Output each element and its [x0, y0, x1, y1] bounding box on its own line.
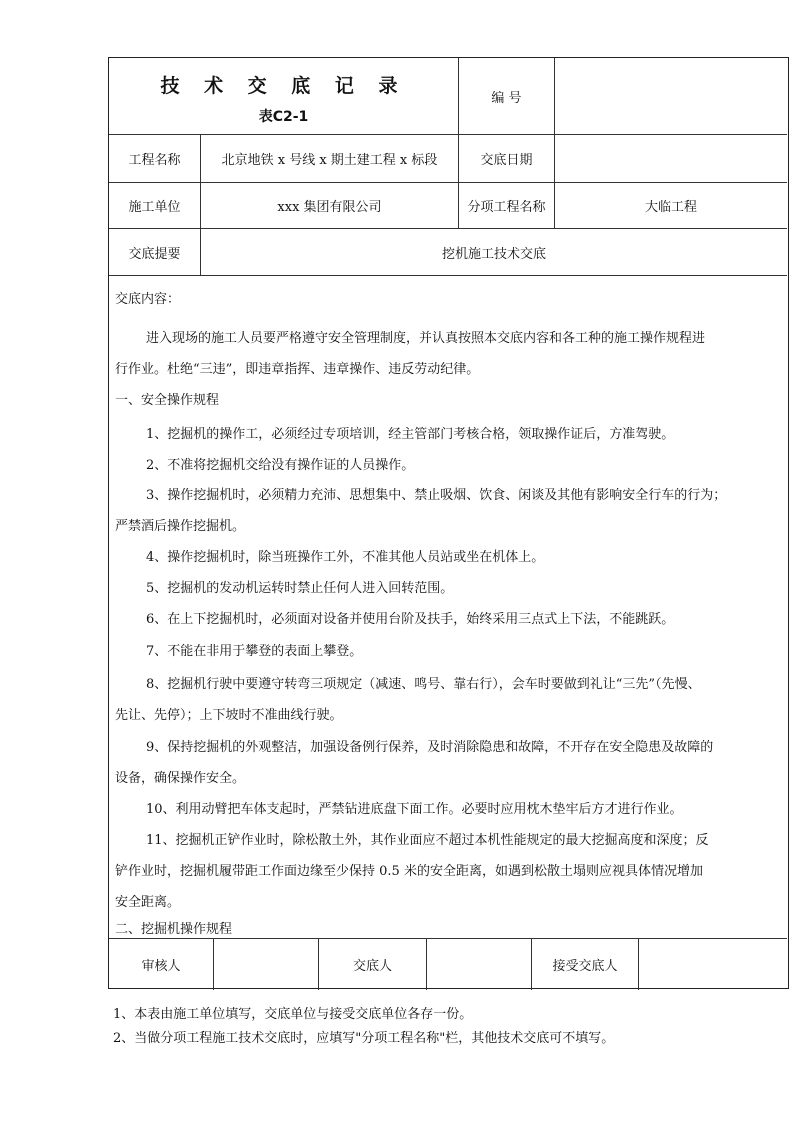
content-line: 7、不能在非用于攀登的表面上攀登。	[146, 644, 363, 659]
row-divider	[109, 275, 787, 276]
content-line: 10、利用动臂把车体支起时，严禁钻进底盘下面工作。必要时应用枕木垫牢后方才进行作业。	[146, 802, 683, 817]
footnote: 2、当做分项工程施工技术交底时，应填写"分项工程名称"栏，其他技术交底可不填写。	[113, 1031, 615, 1046]
content-line: 2、不准将挖掘机交给没有操作证的人员操作。	[146, 458, 415, 473]
summary-value[interactable]: 挖机施工技术交底	[441, 246, 546, 262]
content-line: 3、操作挖掘机时，必须精力充沛、思想集中、禁止吸烟、饮食、闲谈及其他有影响安全行车的行为；	[146, 488, 727, 503]
section-heading: 一、安全操作规程	[115, 393, 220, 408]
content-heading: 交底内容：	[115, 292, 181, 307]
reviewer-field[interactable]	[214, 939, 318, 990]
project-name-value[interactable]: 北京地铁 x 号线 x 期土建工程 x 标段	[221, 153, 438, 168]
contractor-label: 施工单位	[128, 200, 181, 215]
content-line: 8、挖掘机行驶中要遵守转弯三项规定（减速、鸣号、靠右行），会车时要做到礼让“三先”（先慢、	[146, 677, 701, 692]
discloser-field[interactable]	[427, 939, 531, 990]
content-line: 1、挖掘机的操作工，必须经过专项培训，经主管部门考核合格，领取操作证后，方准驾驶。	[146, 427, 675, 442]
discloser-label: 交底人	[352, 959, 392, 974]
content-line: 9、保持挖掘机的外观整洁，加强设备例行保养，及时消除隐患和故障，不开存在安全隐患及故障的	[146, 740, 714, 755]
summary-label: 交底提要	[128, 246, 181, 262]
content-line: 设备，确保操作安全。	[115, 771, 246, 786]
content-line: 严禁酒后操作挖掘机。	[115, 519, 246, 534]
number-field[interactable]	[555, 58, 787, 134]
contractor-value[interactable]: xxx 集团有限公司	[277, 200, 382, 215]
content-line: 安全距离。	[115, 895, 181, 910]
content-line: 6、在上下挖掘机时，必须面对设备并使用台阶及扶手，始终采用三点式上下法，不能跳跃。	[146, 612, 675, 627]
date-label: 交底日期	[480, 153, 533, 168]
technical-disclosure-form	[108, 57, 789, 989]
content-line: 5、挖掘机的发动机运转时禁止任何人进入回转范围。	[146, 581, 454, 596]
receiver-field[interactable]	[639, 939, 787, 990]
footnote: 1、本表由施工单位填写，交底单位与接受交底单位各存一份。	[113, 1007, 473, 1022]
project-name-label: 工程名称	[128, 153, 181, 168]
form-code: 表C2-1	[258, 109, 309, 125]
receiver-label: 接受交底人	[552, 959, 618, 974]
form-title: 技 术 交 底 记 录	[160, 74, 407, 97]
subitem-label: 分项工程名称	[467, 200, 546, 215]
reviewer-label: 审核人	[141, 959, 181, 974]
content-line: 先让、先停）；上下坡时不准曲线行驶。	[115, 708, 343, 723]
content-line: 11、挖掘机正铲作业时，除松散土外，其作业面应不超过本机性能规定的最大挖掘高度和深度；反	[146, 833, 709, 848]
subitem-value[interactable]: 大临工程	[644, 200, 697, 215]
content-line: 进入现场的施工人员要严格遵守安全管理制度，并认真按照本交底内容和各工种的施工操作规程进	[146, 331, 706, 346]
date-field[interactable]	[555, 135, 787, 182]
content-line: 4、操作挖掘机时，除当班操作工外，不准其他人员站或坐在机体上。	[146, 550, 545, 565]
number-label: 编 号	[491, 90, 522, 106]
section-heading: 二、挖掘机操作规程	[115, 922, 233, 937]
content-line: 行作业。杜绝“三违”，即违章指挥、违章操作、违反劳动纪律。	[115, 362, 480, 377]
content-line: 铲作业时，挖掘机履带距工作面边缘至少保持 0.5 米的安全距离，如遇到松散土塌则应视具体情况增加	[115, 864, 703, 879]
